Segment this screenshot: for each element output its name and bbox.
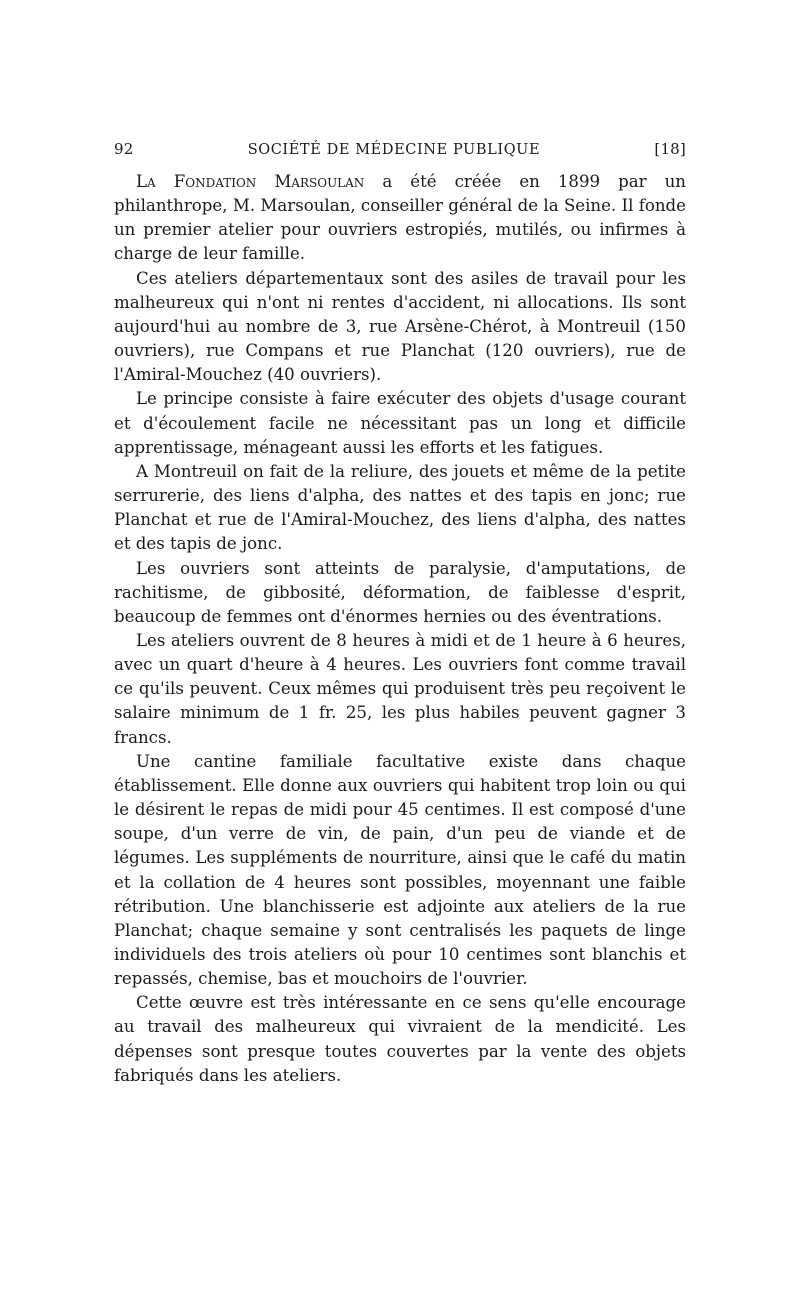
paragraph: Le principe consiste à faire exécuter des objets d'usage courant et d'écoulement facile ne nécessitant pas un long et difficile apprentissage, ménageant aussi les efforts et les fatigues. <box>114 389 686 457</box>
section-number: [18] <box>654 140 686 158</box>
running-header <box>114 140 686 158</box>
page-number: 92 <box>114 140 134 158</box>
paragraph: Les ouvriers sont atteints de paralysie, d'amputations, de rachitisme, de gibbosité, déformation, de faiblesse d'esprit, beaucoup de femmes ont d'énormes hernies ou des éventrations. <box>114 558 686 626</box>
body-text <box>114 170 686 1088</box>
paragraph: Ces ateliers départementaux sont des asiles de travail pour les malheureux qui n'ont ni rentes d'accident, ni allocations. Ils sont aujourd'hui au nombre de 3, rue Arsène-Chérot, à Montreuil (150 ouvriers), rue Compans et rue Planchat (120 ouvriers), rue de l'Amiral-Mouchez (40 ouvriers). <box>114 268 686 385</box>
running-title: SOCIÉTÉ DE MÉDECINE PUBLIQUE <box>247 142 541 158</box>
paragraph: Les ateliers ouvrent de 8 heures à midi et de 1 heure à 6 heures, avec un quart d'heure à 4 heures. Les ouvriers font comme travail ce qu'ils peuvent. Ceux mêmes qui produisent très peu reçoivent le salaire minimum de 1 fr. 25, les plus habiles peuvent gagner 3 francs. <box>114 630 686 747</box>
paragraph: Une cantine familiale facultative existe dans chaque établissement. Elle donne aux ouvriers qui habitent trop loin ou qui le désirent le repas de midi pour 45 centimes. Il est composé d'une soupe, d'un verre de vin, de pain, d'un peu de viande et de légumes. Les suppléments de nourriture, ainsi que le café du matin et la collation de 4 heures sont possibles, moyennant une faible rétribution. Une blanchisserie est adjointe aux ateliers de la rue Planchat; chaque semaine y sont centralisés les paquets de linge individuels des trois ateliers où pour 10 centimes sont blanchis et repassés, chemise, bas et mouchoirs de l'ouvrier. <box>114 751 686 989</box>
paragraph: Cette œuvre est très intéressante en ce sens qu'elle encourage au travail des malheureux qui vivraient de la mendicité. Les dépenses sont presque toutes couvertes par la vente des objets fabriqués dans les ateliers. <box>114 993 686 1085</box>
page <box>114 140 686 1088</box>
paragraph <box>114 170 686 267</box>
paragraph-text: a été créée en 1899 par un philanthrope, M. Marsoulan, conseiller général de la Seine. Il fonde un premier atelier pour ouvriers estropiés, mutilés, ou infirmes à charge de leur famille. <box>114 172 686 264</box>
paragraph: A Montreuil on fait de la reliure, des jouets et même de la petite serrurerie, des liens d'alpha, des nattes et des tapis en jonc; rue Planchat et rue de l'Amiral-Mouchez, des liens d'alpha, des nattes et des tapis de jonc. <box>114 461 686 554</box>
lead-smallcaps: La Fondation Marsoulan <box>136 172 365 191</box>
